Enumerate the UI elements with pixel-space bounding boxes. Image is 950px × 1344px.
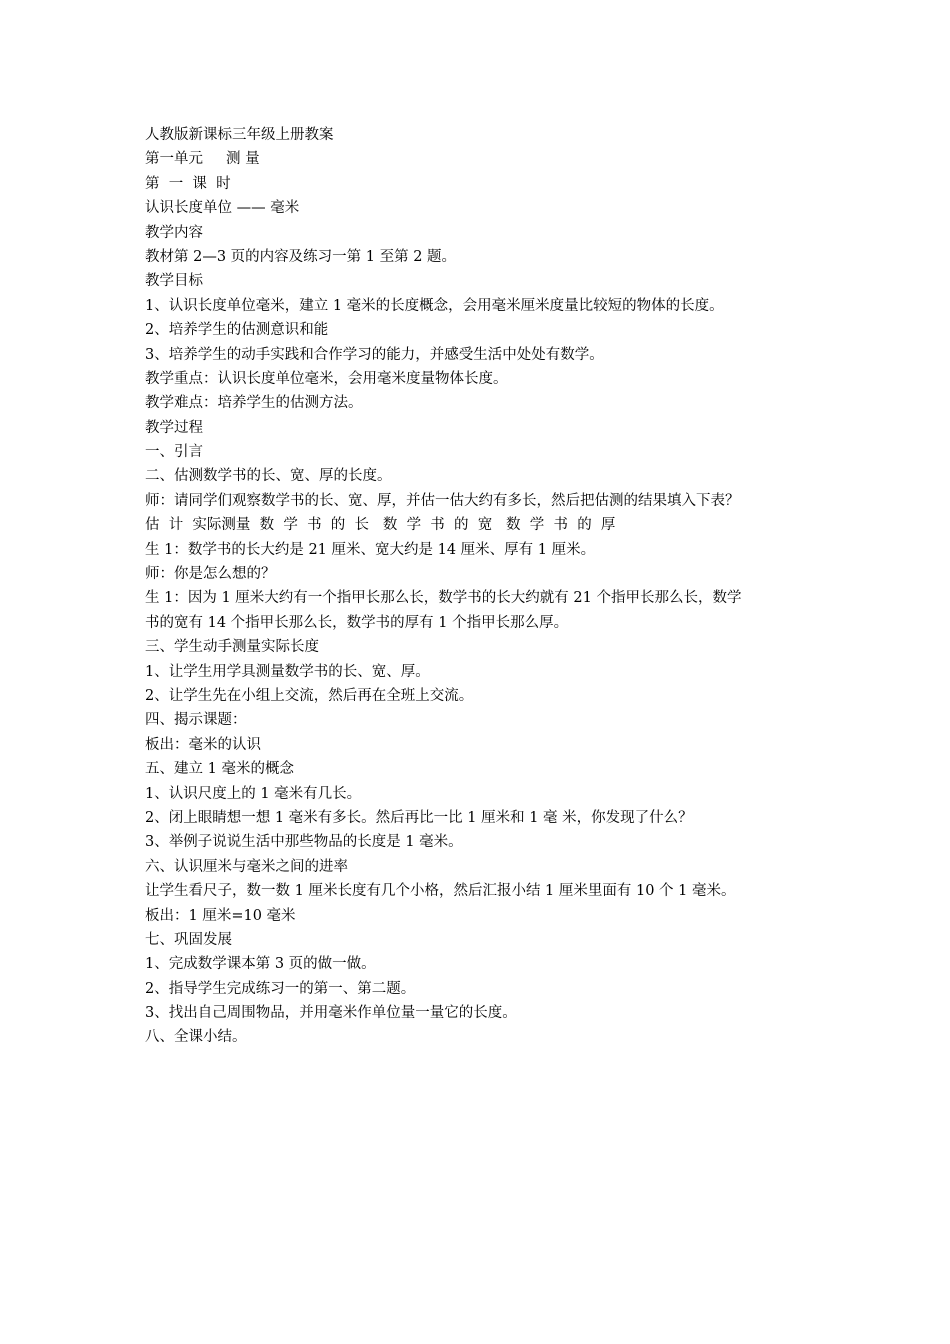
unit-heading: 第一单元 测 量 (145, 151, 260, 168)
text-line: 生 1：因为 1 厘米大约有一个指甲长那么长，数学书的长大约就有 21 个指甲长那么长，数学 (145, 590, 742, 607)
text-line: 一、引言 (145, 444, 203, 461)
text-line: 三、学生动手测量实际长度 (145, 639, 319, 656)
text-line: 师：你是怎么想的？ (145, 566, 276, 583)
text-line: 七、巩固发展 (145, 931, 232, 948)
text-line: 2、让学生先在小组上交流，然后再在全班上交流。 (145, 687, 474, 704)
text-line: 生 1：数学书的长大约是 21 厘米、宽大约是 14 厘米、厚有 1 厘米。 (145, 541, 596, 558)
text-line: 二、估测数学书的长、宽、厚的长度。 (145, 468, 392, 485)
text-line: 教材第 2—3 页的内容及练习一第 1 至第 2 题。 (145, 248, 457, 265)
text-line: 板出：毫米的认识 (145, 736, 261, 753)
text-line: 八、全课小结。 (145, 1029, 247, 1046)
text-line: 3、找出自己周围物品，并用毫米作单位量一量它的长度。 (145, 1005, 517, 1022)
text-line: 板出：1 厘米=10 毫米 (145, 907, 296, 924)
text-line: 2、闭上眼睛想一想 1 毫米有多长。然后再比一比 1 厘米和 1 毫 米，你发现了什么？ (145, 809, 693, 826)
lesson-heading: 第 一 课 时 (145, 175, 231, 192)
text-line: 1、让学生用学具测量数学书的长、宽、厚。 (145, 663, 430, 680)
document-title: 人教版新课标三年级上册教案 (145, 127, 334, 143)
text-line: 师：请同学们观察数学书的长、宽、厚，并估一估大约有多长，然后把估测的结果填入下表？ (145, 492, 740, 509)
document-body (145, 123, 825, 1050)
text-line: 让学生看尺子，数一数 1 厘米长度有几个小格，然后汇报小结 1 厘米里面有 10 个 1 毫米。 (145, 883, 736, 900)
text-line: 3、培养学生的动手实践和合作学习的能力，并感受生活中处处有数学。 (145, 346, 604, 363)
text-line: 2、指导学生完成练习一的第一、第二题。 (145, 980, 416, 997)
text-line: 教学重点：认识长度单位毫米，会用毫米度量物体长度。 (145, 370, 508, 387)
text-line: 1、完成数学课本第 3 页的做一做。 (145, 956, 376, 973)
text-line: 1、认识尺度上的 1 毫米有几长。 (145, 785, 362, 802)
text-line: 六、认识厘米与毫米之间的进率 (145, 858, 348, 875)
text-line: 2、培养学生的估测意识和能 (145, 322, 329, 339)
text-line: 五、建立 1 毫米的概念 (145, 761, 294, 778)
lesson-topic: 认识长度单位 —— 毫米 (145, 200, 300, 217)
text-line: 书的宽有 14 个指甲长那么长，数学书的厚有 1 个指甲长那么厚。 (145, 614, 569, 631)
text-line: 1、认识长度单位毫米，建立 1 毫米的长度概念，会用毫米厘米度量比较短的物体的长度。 (145, 297, 724, 314)
section-heading-content: 教学内容 (145, 224, 203, 241)
text-line: 四、揭示课题： (145, 712, 247, 729)
table-header-line: 估 计 实际测量 数 学 书 的 长 数 学 书 的 宽 数 学 书 的 厚 (145, 517, 616, 534)
text-line: 教学难点：培养学生的估测方法。 (145, 395, 363, 412)
section-heading-goals: 教学目标 (145, 273, 203, 290)
section-heading-process: 教学过程 (145, 419, 203, 436)
text-line: 3、举例子说说生活中那些物品的长度是 1 毫米。 (145, 834, 463, 851)
